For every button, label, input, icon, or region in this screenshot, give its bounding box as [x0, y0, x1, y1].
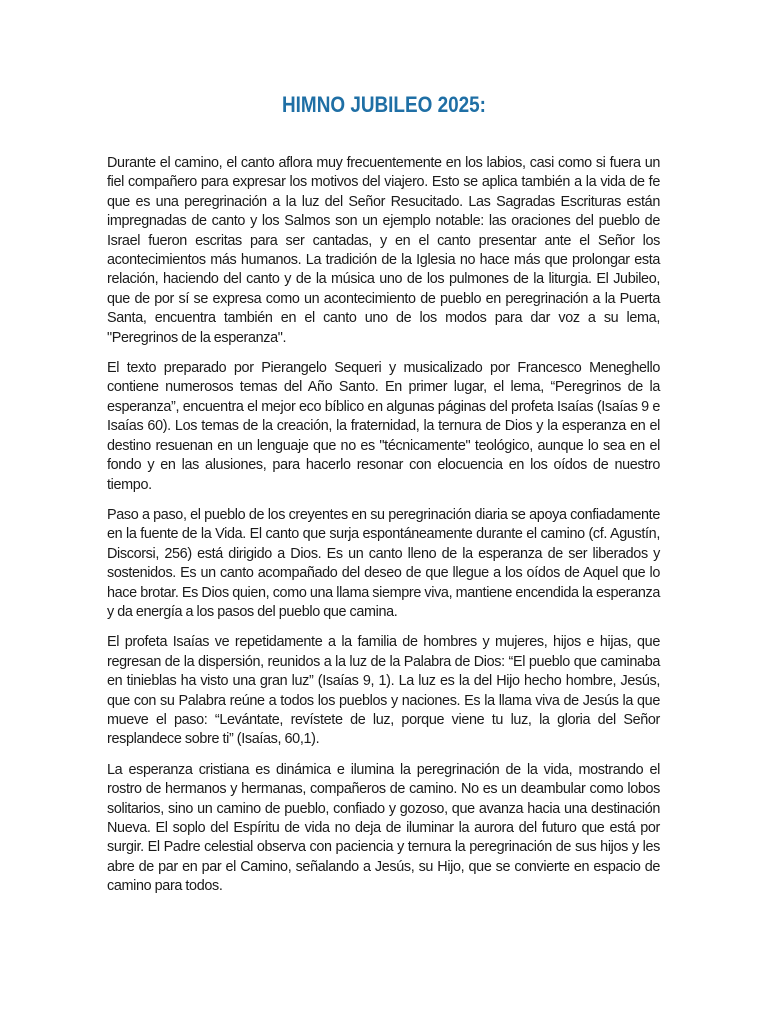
- paragraph-5: La esperanza cristiana es dinámica e ilumina la peregrinación de la vida, mostrando el rostro de hermanos y hermanas, compañeros de camino. No es un deambular como lobos solitarios, sino un camino de pueblo, confiado y gozoso, que avanza hacia una destinación Nueva. El soplo del Espíritu de vida no deja de iluminar la aurora del futuro que está por surgir. El Padre celestial observa con paciencia y ternura la peregrinación de sus hijos y les abre de par en par el Camino, señalando a Jesús, su Hijo, que se convierte en espacio de camino para todos.: [107, 761, 660, 895]
- paragraph-1: Durante el camino, el canto aflora muy frecuentemente en los labios, casi como si fuera un fiel compañero para expresar los motivos del viajero. Esto se aplica también a la vida de fe que es una peregrinación a la luz del Señor Resucitado. Las Sagradas Escrituras están impregnadas de canto y los Salmos son un ejemplo notable: las oraciones del pueblo de Israel fueron escritas para ser cantadas, y en el canto presentar ante el Señor los acontecimientos más humanos. La tradición de la Iglesia no hace más que prolongar esta relación, haciendo del canto y de la música uno de los pulmones de la liturgia. El Jubileo, que de por sí se expresa como un acontecimiento de pueblo en peregrinación a la Puerta Santa, encuentra también en el canto uno de los modos para dar voz a su lema, "Peregrinos de la esperanza".: [107, 155, 660, 346]
- paragraph-4: El profeta Isaías ve repetidamente a la familia de hombres y mujeres, hijos e hijas, que regresan de la dispersión, reunidos a la luz de la Palabra de Dios: “El pueblo que caminaba en tinieblas ha visto una gran luz” (Isaías 9, 1). La luz es la del Hijo hecho hombre, Jesús, que con su Palabra reúne a todos los pueblos y naciones. Es la llama viva de Jesús la que mueve el paso: “Levántate, revístete de luz, porque viene tu luz, la gloria del Señor resplandece sobre ti” (Isaías, 60,1).: [107, 634, 660, 748]
- document-title: HIMNO JUBILEO 2025:: [282, 92, 486, 117]
- paragraph-2: El texto preparado por Pierangelo Sequeri y musicalizado por Francesco Meneghello contiene numerosos temas del Año Santo. En primer lugar, el lema, “Peregrinos de la esperanza”, encuentra el mejor eco bíblico en algunas páginas del profeta Isaías (Isaías 9 e Isaías 60). Los temas de la creación, la fraternidad, la ternura de Dios y la esperanza en el destino resuenan en un lenguaje que no es "técnicamente" teológico, aunque lo sea en el fondo y en las alusiones, para hacerlo resonar con elocuencia en los oídos de nuestro tiempo.: [107, 360, 660, 493]
- document-body: [107, 154, 660, 908]
- paragraph-3: Paso a paso, el pueblo de los creyentes en su peregrinación diaria se apoya confiadamente en la fuente de la Vida. El canto que surja espontáneamente durante el camino (cf. Agustín, Discorsi, 256) está dirigido a Dios. Es un canto lleno de la esperanza de ser liberados y sostenidos. Es un canto acompañado del deseo de que llegue a los oídos de Aquel que lo hace brotar. Es Dios quien, como una llama siempre viva, mantiene encendida la esperanza y da energía a los pasos del pueblo que camina.: [107, 506, 660, 620]
